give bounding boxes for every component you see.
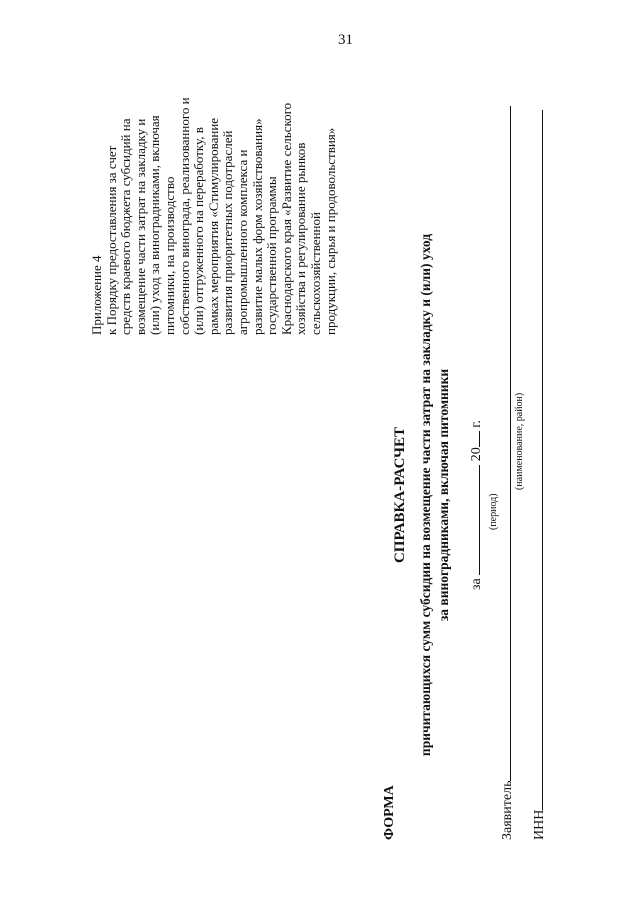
appendix-block: [90, 85, 338, 335]
period-row: [467, 420, 485, 590]
period-year-prefix: 20: [469, 447, 484, 462]
appendix-line: агропромышленного комплекса и: [234, 149, 250, 335]
appendix-line: (или) отгруженного на переработку, в: [191, 127, 207, 335]
page-number: 31: [338, 32, 353, 48]
appendix-line: рамках мероприятия «Стимулирование: [205, 117, 221, 335]
applicant-field[interactable]: [498, 106, 511, 781]
document-title: СПРАВКА-РАСЧЕТ: [392, 426, 408, 564]
appendix-line: развития приоритетных подотраслей: [220, 130, 236, 335]
appendix-line: развитие малых форм хозяйствования»: [249, 118, 265, 335]
period-field[interactable]: [467, 465, 480, 575]
inn-label: ИНН: [532, 809, 547, 840]
document-subtitle-line1: причитающихся сумм субсидии на возмещение части затрат на закладку и (или) уход: [418, 233, 433, 757]
rotated-form-content: [80, 90, 560, 860]
appendix-line: собственного винограда, реализованного и: [176, 97, 192, 335]
document-subtitle-line2: за виноградниками, включая питомники: [436, 368, 451, 622]
appendix-line: Краснодарского края «Развитие сельского: [278, 102, 294, 335]
appendix-line: хозяйства и регулирование рынков: [293, 142, 309, 335]
period-prefix: за: [469, 578, 484, 590]
period-suffix: г.: [469, 420, 484, 428]
appendix-line: (или) уход за виноградниками, включая: [147, 115, 163, 335]
appendix-line: продукции, сырья и продовольствия»: [322, 127, 338, 335]
appendix-line: возмещение части затрат на закладку и: [132, 118, 148, 335]
form-label: ФОРМА: [382, 785, 397, 840]
period-hint: (период): [488, 493, 499, 530]
appendix-line: к Порядку предоставления за счет: [103, 145, 119, 335]
inn-row: [530, 110, 548, 840]
appendix-line: государственной программы: [264, 176, 280, 335]
applicant-label: Заявитель: [500, 780, 515, 840]
inn-field[interactable]: [530, 110, 543, 810]
period-year-field[interactable]: [467, 431, 480, 447]
appendix-line: сельскохозяйственной: [307, 212, 323, 335]
appendix-line: средств краевого бюджета субсидий на: [118, 118, 134, 335]
applicant-hint: (наименование, район): [514, 392, 525, 490]
appendix-line: Приложение 4: [89, 255, 104, 335]
appendix-line: питомники, на производство: [161, 176, 177, 335]
